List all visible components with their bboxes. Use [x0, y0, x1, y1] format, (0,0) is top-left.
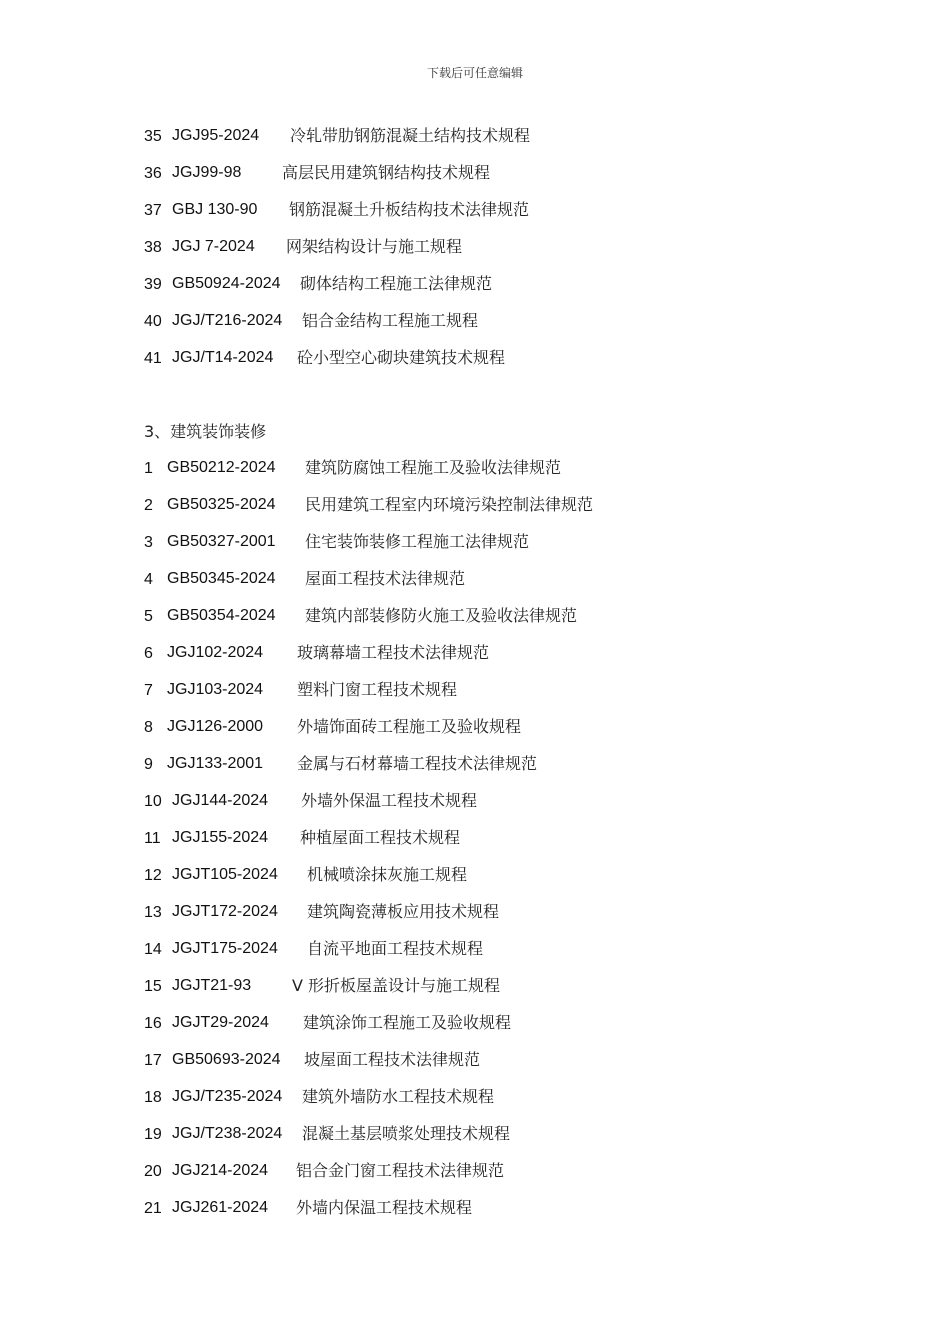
standard-code: GBJ 130-90	[172, 201, 258, 218]
standard-code: JGJ133-2001	[167, 755, 264, 772]
standard-code: GB50212-2024	[167, 459, 276, 476]
item-number: 9	[144, 756, 153, 773]
standard-title: 铝合金门窗工程技术法律规范	[296, 1161, 505, 1180]
section-heading: 3、建筑装饰装修	[144, 422, 267, 441]
standard-title: V 形折板屋盖设计与施工规程	[292, 976, 501, 995]
standard-title: 机械喷涂抹灰施工规程	[307, 865, 468, 884]
standard-code: GB50924-2024	[172, 275, 281, 292]
list-item	[144, 530, 530, 554]
standard-title: 民用建筑工程室内环境污染控制法律规范	[305, 495, 594, 514]
standard-title: 自流平地面工程技术规程	[307, 939, 484, 958]
list-item	[144, 1122, 511, 1146]
list-item	[144, 641, 490, 665]
standard-code: JGJ 7-2024	[172, 238, 255, 255]
page-header-note: 下载后可任意编辑	[426, 66, 523, 80]
list-item	[144, 346, 506, 370]
item-number: 18	[144, 1089, 162, 1106]
standard-code: JGJ144-2024	[172, 792, 269, 809]
item-number: 12	[144, 867, 162, 884]
list-item	[144, 937, 484, 961]
item-number: 35	[144, 128, 162, 145]
list-item	[144, 678, 458, 702]
standard-code: JGJ99-98	[172, 164, 242, 181]
list-item	[144, 974, 501, 998]
list-item	[144, 198, 530, 222]
standard-code: JGJ102-2024	[167, 644, 264, 661]
standard-title: 砼小型空心砌块建筑技术规程	[297, 348, 506, 367]
item-number: 39	[144, 276, 162, 293]
standard-code: JGJT172-2024	[172, 903, 278, 920]
item-number: 3	[144, 534, 153, 551]
item-number: 2	[144, 497, 153, 514]
standard-code: JGJ214-2024	[172, 1162, 269, 1179]
standard-title: 砌体结构工程施工法律规范	[300, 274, 493, 293]
standard-title: 冷轧带肋钢筋混凝土结构技术规程	[290, 126, 531, 145]
list-item	[144, 1048, 481, 1072]
list-item	[144, 235, 463, 259]
item-number: 20	[144, 1163, 162, 1180]
item-number: 37	[144, 202, 162, 219]
standard-title: 住宅装饰装修工程施工法律规范	[305, 532, 530, 551]
standard-code: JGJT175-2024	[172, 940, 278, 957]
standard-title: 铝合金结构工程施工规程	[302, 311, 479, 330]
item-number: 14	[144, 941, 162, 958]
list-item	[144, 567, 466, 591]
standard-code: GB50354-2024	[167, 607, 276, 624]
list-item	[144, 752, 538, 776]
item-number: 11	[144, 830, 161, 847]
standard-code: GB50693-2024	[172, 1051, 281, 1068]
standard-code: JGJ103-2024	[167, 681, 264, 698]
item-number: 4	[144, 571, 153, 588]
standard-title: 混凝土基层喷浆处理技术规程	[302, 1124, 511, 1143]
standard-code: JGJT29-2024	[172, 1014, 269, 1031]
list-item	[144, 715, 522, 739]
list-item	[144, 309, 479, 333]
item-number: 13	[144, 904, 162, 921]
item-number: 21	[144, 1200, 162, 1217]
standard-code: JGJ/T216-2024	[172, 312, 283, 329]
standard-title: 高层民用建筑钢结构技术规程	[282, 163, 491, 182]
standard-title: 屋面工程技术法律规范	[305, 569, 466, 588]
list-item	[144, 826, 461, 850]
standard-title: 建筑涂饰工程施工及验收规程	[303, 1013, 512, 1032]
item-number: 8	[144, 719, 153, 736]
standard-title: 塑料门窗工程技术规程	[297, 680, 458, 699]
item-number: 16	[144, 1015, 162, 1032]
standard-code: JGJ261-2024	[172, 1199, 269, 1216]
standard-title: 外墙外保温工程技术规程	[301, 791, 478, 810]
standard-title: 外墙内保温工程技术规程	[296, 1198, 473, 1217]
standard-title: 外墙饰面砖工程施工及验收规程	[297, 717, 522, 736]
item-number: 15	[144, 978, 162, 995]
standard-title: 建筑防腐蚀工程施工及验收法律规范	[305, 458, 562, 477]
standard-title: 网架结构设计与施工规程	[286, 237, 463, 256]
list-item	[144, 124, 531, 148]
item-number: 40	[144, 313, 162, 330]
list-item	[144, 1085, 495, 1109]
standard-code: JGJ/T238-2024	[172, 1125, 283, 1142]
standard-title: 建筑陶瓷薄板应用技术规程	[307, 902, 500, 921]
standard-code: GB50327-2001	[167, 533, 276, 550]
standard-title: 坡屋面工程技术法律规范	[304, 1050, 481, 1069]
list-item	[144, 1011, 512, 1035]
standard-code: JGJ/T14-2024	[172, 349, 274, 366]
standard-title: 钢筋混凝土升板结构技术法律规范	[289, 200, 530, 219]
list-item	[144, 863, 468, 887]
list-item	[144, 456, 562, 480]
item-number: 6	[144, 645, 153, 662]
standard-code: JGJT105-2024	[172, 866, 278, 883]
list-item	[144, 1159, 505, 1183]
standard-code: GB50325-2024	[167, 496, 276, 513]
standard-code: GB50345-2024	[167, 570, 276, 587]
item-number: 41	[144, 350, 162, 367]
item-number: 17	[144, 1052, 162, 1069]
standard-code: JGJ95-2024	[172, 127, 260, 144]
item-number: 7	[144, 682, 153, 699]
item-number: 19	[144, 1126, 162, 1143]
item-number: 5	[144, 608, 153, 625]
standard-title: 建筑内部装修防火施工及验收法律规范	[305, 606, 578, 625]
standard-code: JGJ/T235-2024	[172, 1088, 283, 1105]
list-item	[144, 161, 491, 185]
standard-title: 种植屋面工程技术规程	[300, 828, 461, 847]
standard-code: JGJ155-2024	[172, 829, 269, 846]
list-item	[144, 900, 500, 924]
list-item	[144, 1196, 473, 1220]
standard-title: 金属与石材幕墙工程技术法律规范	[297, 754, 538, 773]
list-item	[144, 604, 578, 628]
standard-title: 玻璃幕墙工程技术法律规范	[297, 643, 490, 662]
standard-code: JGJT21-93	[172, 977, 252, 994]
list-item	[144, 272, 493, 296]
standard-title: 建筑外墙防水工程技术规程	[302, 1087, 495, 1106]
list-item	[144, 789, 478, 813]
standard-code: JGJ126-2000	[167, 718, 264, 735]
item-number: 36	[144, 165, 162, 182]
item-number: 38	[144, 239, 162, 256]
item-number: 1	[144, 460, 153, 477]
item-number: 10	[144, 793, 162, 810]
list-item	[144, 493, 594, 517]
